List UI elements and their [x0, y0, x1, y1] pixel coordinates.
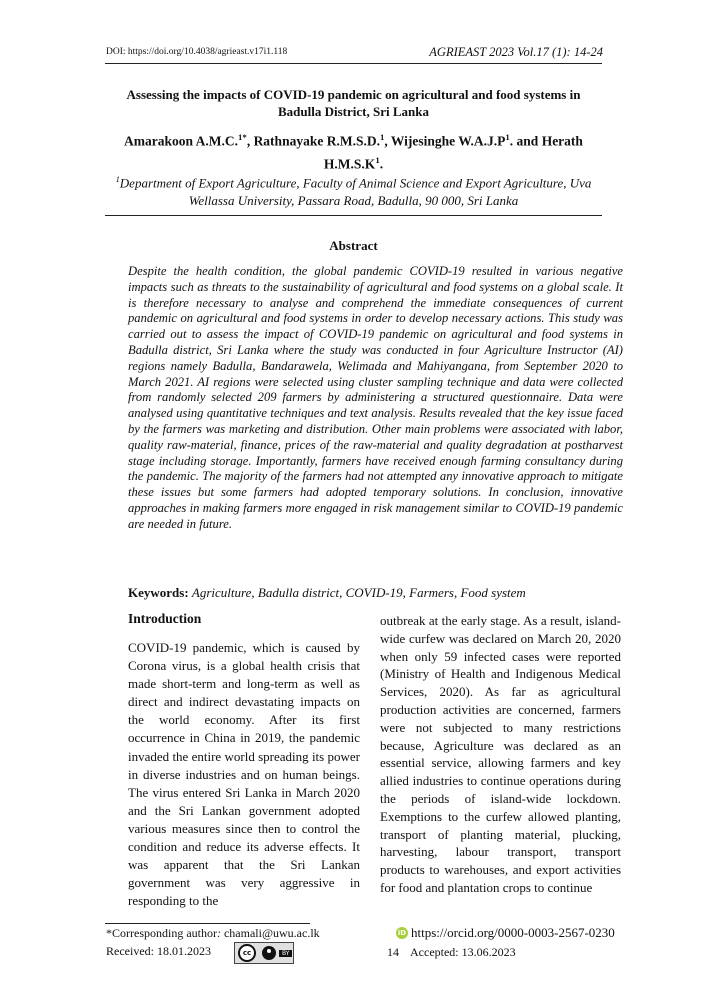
- author-name: Herath H.M.S.K: [323, 133, 583, 171]
- introduction-heading: Introduction: [128, 611, 202, 626]
- corresponding-email[interactable]: chamali@uwu.ac.lk: [223, 926, 320, 940]
- header-divider: [105, 63, 602, 64]
- by-person-icon: [262, 946, 276, 960]
- introduction-right-column: outbreak at the early stage. As a result, island-wide curfew was declared on March 20, 2020 when only 59 infected cases were reported (Ministry of Health and Indigenous Medical Services, 2020). As far as agricultural production activities are concerned, farmers were not subjected to many restrictions because, Agriculture was declared as an essential service, allowing farmers and key allied industries to continue operations during the periods of island-wide lockdown. Exemptions to the curfew allowed planting, transport of planting material, plucking, harvesting, labour transport, transport products to warehouses, and export activities for food and plantation crops to continue: [380, 613, 621, 895]
- author-list: [106, 128, 601, 173]
- journal-citation: AGRIEAST 2023 Vol.17 (1): 14-24: [429, 45, 603, 59]
- orcid-icon: iD: [397, 929, 407, 937]
- author-name: Rathnayake R.M.S.D.: [253, 133, 380, 149]
- keywords-label: Keywords:: [128, 585, 189, 600]
- keywords-text: Agriculture, Badulla district, COVID-19, Farmers, Food system: [191, 585, 526, 600]
- received-date: Received: 18.01.2023: [106, 944, 211, 958]
- doi-line[interactable]: DOI: https://doi.org/10.4038/agrieast.v17i1.118: [106, 47, 288, 57]
- cc-icon: cc: [238, 944, 256, 962]
- cc-by-license-badge[interactable]: [234, 942, 294, 964]
- affiliation-mark: 1: [115, 174, 120, 184]
- author-separator: . and: [509, 133, 542, 149]
- by-label: BY: [279, 950, 292, 957]
- author-affil-mark: 1: [505, 132, 510, 142]
- keywords: [128, 585, 623, 601]
- abstract-text: Despite the health condition, the global pandemic COVID-19 resulted in various negative impacts such as threats to the sustainability of agricultural and food systems on a global scale. It is therefore necessary to analyse and comprehend the immediate consequences of current pandemic on agricultural and food systems in order to develop necessary actions. This study was carried out to assess the impact of COVID-19 pandemic on agricultural and food systems in Badulla district, Sri Lanka where the study was conducted in four Agriculture Instructor (AI) regions namely Badulla, Bandarawela, Welimada and Mahiyangana, from September 2020 to March 2021. AI regions were selected using cluster sampling technique and data were collected from randomly selected 209 farmers by administering a structured questionnaire. Data were analysed using quantitative techniques and text analysis. Results revealed that the key issue faced by the farmers was marketing and distribution. Other main problems were associated with labor, quality raw-material, finance, prices of the raw-material and quality degradation at postharvest stage including storage. Importantly, farmers have received enough farming consultancy during the pandemic. The majority of the farmers had not attempted any innovative approach to mitigate these issues but some farmers had adopted temporary solutions. In conclusion, innovative approaches in making farmers more engaged in risk management similar to COVID-19 pandemic are needed in future.: [128, 264, 623, 531]
- author-separator: ,: [384, 133, 391, 149]
- abstract-heading: Abstract: [329, 238, 378, 253]
- author-name: Amarakoon A.M.C.: [124, 133, 239, 149]
- corresponding-colon: :: [216, 926, 224, 940]
- paper-title: Assessing the impacts of COVID-19 pandemic on agricultural and food systems in Badulla District, Sri Lanka: [126, 87, 581, 119]
- affiliation-divider: [105, 215, 602, 216]
- corresponding-author: [106, 926, 320, 941]
- footnote-divider: [105, 923, 310, 924]
- corresponding-label: *Corresponding author: [106, 926, 217, 940]
- orcid-link[interactable]: https://orcid.org/0000-0003-2567-0230: [411, 925, 615, 940]
- author-affil-mark: 1: [379, 132, 385, 142]
- author-affil-mark: 1: [375, 154, 380, 165]
- author-separator: ,: [246, 133, 254, 149]
- author-separator: .: [379, 156, 384, 171]
- page-number: 14: [387, 945, 399, 959]
- affiliation-text: Department of Export Agriculture, Faculty of Animal Science and Export Agriculture, Uva Wellassa University, Passara Road, Badulla, 90 000, Sri Lanka: [119, 175, 592, 209]
- accepted-date: Accepted: 13.06.2023: [410, 945, 516, 959]
- author-affil-mark: 1*: [238, 132, 247, 142]
- introduction-left-column: COVID-19 pandemic, which is caused by Corona virus, is a global health crisis that made short-term and long-term as well as direct and indirect devastating impacts on the world economy. After its first occurrence in China in 2019, the pandemic invaded the entire world spreading its power in diverse industries and on human beings. The virus entered Sri Lanka in March 2020 and the Sri Lankan government adopted various measures since then to control the condition and reduce its adverse effects. It was apparent that the Sri Lankan government was very aggressive in responding to the: [128, 640, 360, 909]
- affiliation: [106, 170, 601, 210]
- author-name: Wijesinghe W.A.J.P: [390, 133, 506, 149]
